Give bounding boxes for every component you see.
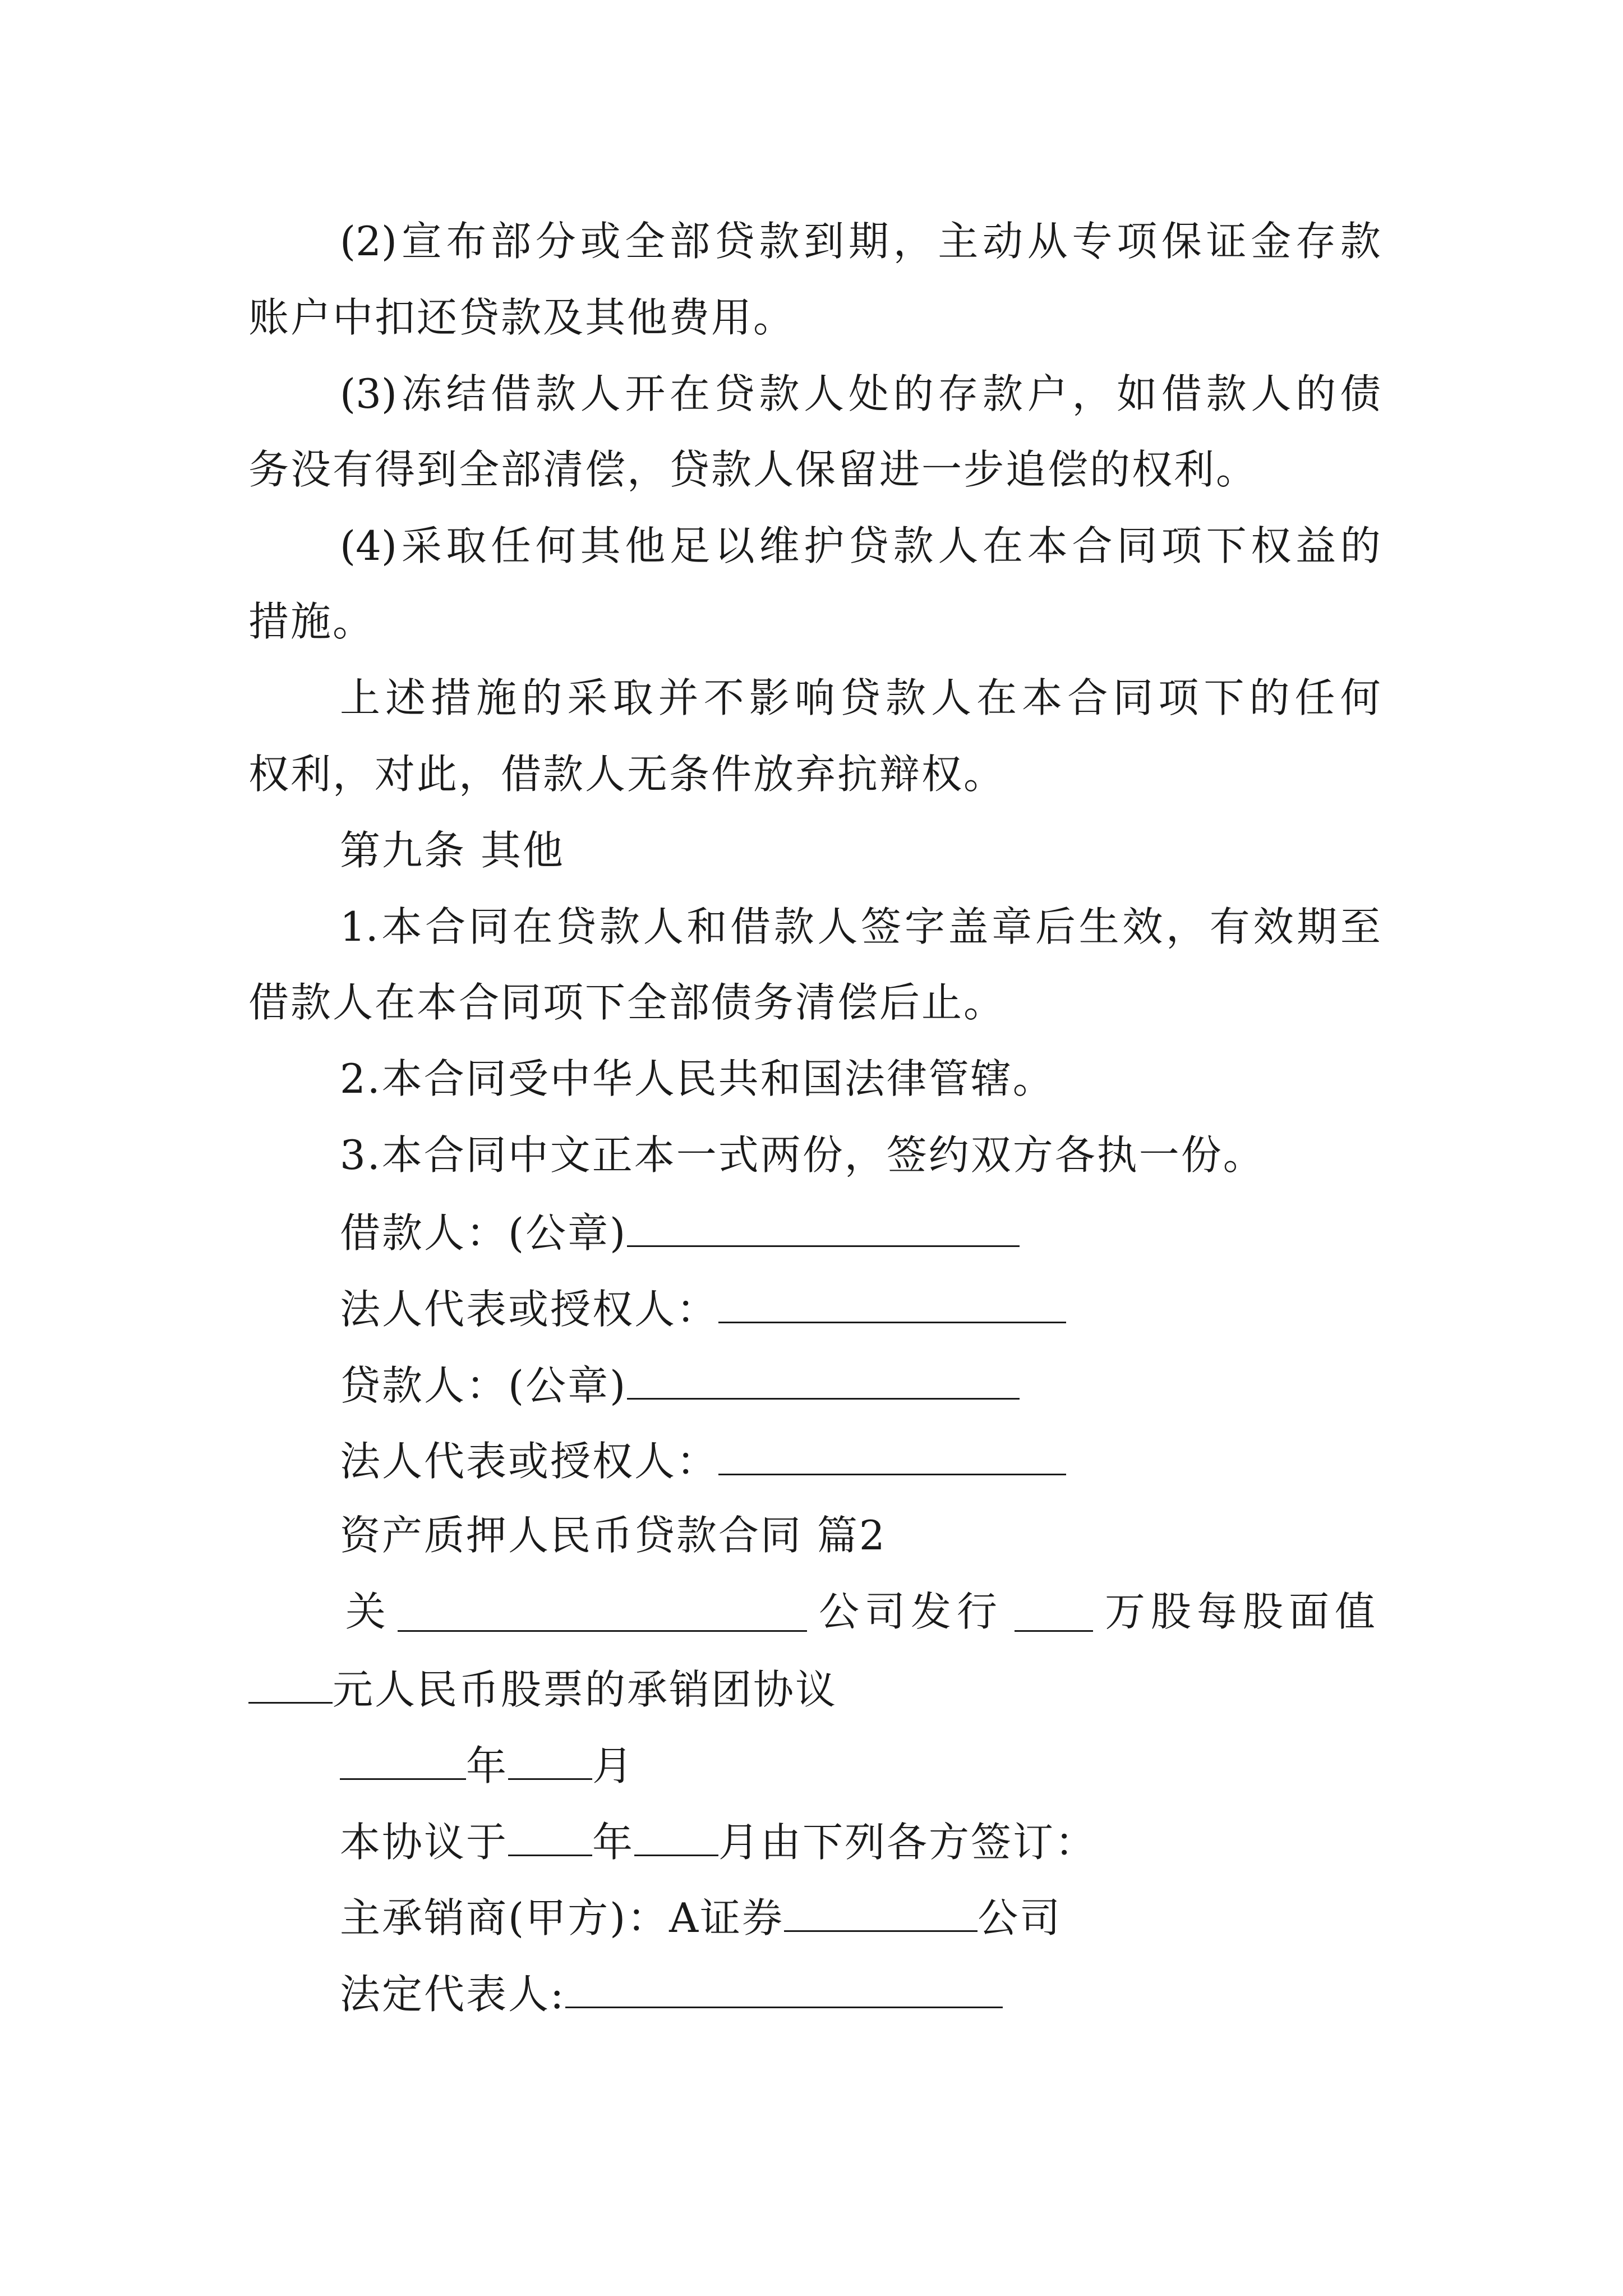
clause-4-line-1-char: 贷 (848, 522, 889, 569)
clause-2-line-1-char: 金 (1251, 218, 1292, 265)
clause-4-line-1-char: 在 (983, 522, 1023, 569)
signing-prefix: 本协议于 (340, 1819, 509, 1866)
clause-4-line-1-char: 的 (1340, 522, 1381, 569)
summary-line-1-char: 不 (703, 674, 744, 721)
article-9-item-1-line-1-char: 签 (861, 903, 902, 950)
article-9-item-3: 3.本合同中文正本一式两份，签约双方各执一份。 (340, 1131, 1265, 1179)
summary-line-1-char: 何 (1340, 674, 1381, 721)
clause-3-line-1-char: 冻 (401, 370, 442, 417)
article-9-item-1-line-1-char: 后 (1035, 903, 1076, 950)
clause-4-line-1-char: 益 (1295, 522, 1336, 569)
clause-2-line-1-char: 到 (804, 218, 845, 265)
underwriter-blank (784, 1895, 978, 1932)
clause-3-line-1-char: 款 (1206, 370, 1247, 417)
clause-3-line-1-char: 人 (804, 370, 845, 417)
article-9-item-1-line-2: 借款人在本合同项下全部债务清偿后止。 (248, 979, 1006, 1026)
clause-2-line-1-char: 专 (1072, 218, 1113, 265)
clause-2-line-1-char: 证 (1206, 218, 1247, 265)
summary-line-1-char: 取 (612, 674, 653, 721)
clause-4-line-1-char: 他 (625, 522, 666, 569)
article-9-item-1-line-1-char: 和 (686, 903, 727, 950)
summary-line-1-char: 影 (749, 674, 790, 721)
article-9-item-1-line-1-char: 款 (599, 903, 640, 950)
article-9-item-1-line-1-char: 合 (425, 903, 466, 950)
summary-line-1-char: 述 (385, 674, 426, 721)
clause-3-line-1-char: 借 (491, 370, 532, 417)
summary-line-1-char: 在 (976, 674, 1017, 721)
summary-line-1-char: 措 (431, 674, 472, 721)
summary-line-1-char: 采 (567, 674, 608, 721)
article-9-item-2: 2.本合同受中华人民共和国法律管辖。 (340, 1055, 1055, 1102)
clause-3-line-1-char: 在 (670, 370, 711, 417)
date-year-label: 年 (466, 1742, 509, 1789)
lender-rep-blank (718, 1439, 1066, 1475)
article-9-item-1-line-1-char: 借 (730, 903, 771, 950)
summary-line-1-char: 贷 (840, 674, 880, 721)
clause-4-line-1-char: 人 (938, 522, 979, 569)
clause-3-line-1-char: ， (1072, 370, 1113, 417)
clause-3-line-1-char: 的 (893, 370, 934, 417)
clause-4-line-1-char: 权 (1251, 522, 1292, 569)
clause-3-line-1-char: 的 (1295, 370, 1336, 417)
article-9-item-1-line-1-char: ， (1166, 903, 1207, 950)
article-9-item-1-line-1-char: 有 (1209, 903, 1250, 950)
summary-line-1-char: 的 (1249, 674, 1290, 721)
clause-3-line-1-char: (3) (340, 370, 397, 417)
clause-4-line-1-char: 项 (1161, 522, 1202, 569)
borrower-rep-signature (340, 1286, 1066, 1333)
article-9-item-1-line-1-char: 贷 (556, 903, 597, 950)
clause-2-line-1-char: 款 (1340, 218, 1381, 265)
borrower-rep-label: 法人代表或授权人： (340, 1286, 719, 1333)
summary-line-1-char: 下 (1204, 674, 1244, 721)
borrower-signature (340, 1209, 1020, 1257)
lender-blank (627, 1363, 1020, 1400)
clause-4-line-1-char: 任 (491, 522, 532, 569)
summary-line-1-char: 任 (1294, 674, 1335, 721)
clause-2-line-1-char: (2) (340, 218, 397, 265)
legal-representative (340, 1971, 1003, 2018)
lender-signature (340, 1362, 1020, 1409)
agreement-line-2-text: 元人民币股票的承销团协议 (333, 1666, 838, 1713)
clause-3-line-1-char: 存 (938, 370, 979, 417)
legal-rep-blank (565, 1972, 1003, 2008)
summary-line-1-char: 施 (476, 674, 517, 721)
clause-3-line-1-char: 贷 (714, 370, 755, 417)
clause-2-line-1-char: 动 (983, 218, 1023, 265)
agreement-title-line-1 (340, 1588, 1381, 1635)
article-9-item-1-line-1 (340, 903, 1381, 950)
clause-4-line-1-char: 同 (1117, 522, 1158, 569)
clause-2-line-1-char: 布 (446, 218, 487, 265)
clause-2-line-1-char: 期 (848, 218, 889, 265)
clause-4-line-1-char: 合 (1072, 522, 1113, 569)
borrower-blank (627, 1211, 1020, 1247)
clause-4-line-1-char: 其 (580, 522, 621, 569)
clause-4-line-1-char: 采 (401, 522, 442, 569)
clause-3-line-1-char: 人 (580, 370, 621, 417)
clause-2-line-1-char: 款 (759, 218, 800, 265)
summary-line-1-char: 款 (885, 674, 926, 721)
clause-2-line-1-char: 分 (535, 218, 576, 265)
clause-2-line-1-char: 存 (1295, 218, 1336, 265)
summary-line-2: 权利，对此，借款人无条件放弃抗辩权。 (248, 751, 1006, 798)
article-9-item-1-line-1-char: 字 (904, 903, 945, 950)
clause-2-line-1-char: 宣 (401, 218, 442, 265)
article-9-item-1-line-1-char: 在 (512, 903, 553, 950)
summary-line-1-char: 的 (522, 674, 562, 721)
article-9-item-1-line-1-char: 1. (340, 903, 379, 950)
lender-label: 贷款人：(公章) (340, 1362, 628, 1409)
agreement-prefix: 关 (345, 1588, 386, 1635)
article-9-item-1-line-1-char: 人 (817, 903, 858, 950)
clause-4-line-1-char: 维 (759, 522, 800, 569)
lead-underwriter (340, 1894, 1062, 1941)
part-2-title: 资产质押人民币贷款合同 篇2 (340, 1512, 887, 1559)
article-9-heading: 第九条 其他 (340, 827, 565, 874)
borrower-label: 借款人：(公章) (340, 1209, 628, 1257)
clause-4-line-1-char: 何 (535, 522, 576, 569)
article-9-item-1-line-1-char: 期 (1297, 903, 1338, 950)
clause-3-line-1-char: 款 (983, 370, 1023, 417)
article-9-item-1-line-1-char: 效 (1253, 903, 1294, 950)
signing-month-blank (634, 1820, 718, 1856)
clause-3-line-1-char: 借 (1161, 370, 1202, 417)
clause-2-line-1-char: 部 (670, 218, 711, 265)
date-month-blank (508, 1743, 592, 1780)
lender-rep-signature (340, 1438, 1066, 1485)
summary-line-1-char: 项 (1158, 674, 1199, 721)
par-value-blank (248, 1667, 333, 1704)
clause-3-line-1-char: 处 (848, 370, 889, 417)
clause-4-line-1-char: 以 (714, 522, 755, 569)
borrower-rep-blank (718, 1287, 1066, 1323)
clause-3-line-1 (340, 370, 1381, 417)
lender-rep-label: 法人代表或授权人： (340, 1438, 719, 1485)
article-9-item-1-line-1-char: 生 (1078, 903, 1119, 950)
signing-year-blank (508, 1820, 592, 1856)
summary-line-1-char: 同 (1113, 674, 1154, 721)
article-9-item-1-line-1-char: 款 (773, 903, 814, 950)
clause-3-line-1-char: 结 (446, 370, 487, 417)
clause-2-line-1-char: 从 (1027, 218, 1068, 265)
article-9-item-1-line-1-char: 至 (1340, 903, 1381, 950)
summary-line-1-char: 本 (1022, 674, 1063, 721)
clause-3-line-1-char: 债 (1340, 370, 1381, 417)
clause-4-line-1 (340, 522, 1381, 569)
clause-2-line-1-char: 全 (625, 218, 666, 265)
clause-3-line-1-char: 人 (1251, 370, 1292, 417)
clause-2-line-1-char: 或 (580, 218, 621, 265)
clause-4-line-2: 措施。 (248, 598, 375, 645)
signing-statement (340, 1819, 1098, 1866)
agreement-shares: 万股每股面值 (1104, 1588, 1381, 1635)
clause-4-line-1-char: 取 (446, 522, 487, 569)
clause-4-line-1-char: 下 (1206, 522, 1247, 569)
article-9-item-1-line-1-char: 人 (643, 903, 684, 950)
signing-suffix: 月由下列各方签订： (718, 1819, 1098, 1866)
share-count-blank (1015, 1595, 1093, 1632)
underwriter-suffix: 公司 (978, 1894, 1062, 1941)
agreement-company: 公司发行 (818, 1588, 1003, 1635)
article-9-item-1-line-1-char: 同 (468, 903, 509, 950)
clause-4-line-1-char: 本 (1027, 522, 1068, 569)
article-9-item-1-line-1-char: 章 (992, 903, 1032, 950)
clause-4-line-1-char: (4) (340, 522, 397, 569)
summary-line-1-char: 上 (340, 674, 381, 721)
clause-3-line-1-char: 如 (1117, 370, 1158, 417)
clause-4-line-1-char: 款 (893, 522, 934, 569)
clause-2-line-1-char: 部 (491, 218, 532, 265)
clause-3-line-1-char: 款 (759, 370, 800, 417)
clause-2-line-2: 账户中扣还贷款及其他费用。 (248, 294, 796, 341)
summary-line-1 (340, 674, 1381, 721)
agreement-date (340, 1742, 635, 1789)
clause-4-line-1-char: 护 (804, 522, 845, 569)
article-9-item-1-line-1-char: 效 (1122, 903, 1163, 950)
date-month-label: 月 (592, 1742, 635, 1789)
summary-line-1-char: 响 (794, 674, 835, 721)
clause-3-line-2: 务没有得到全部清偿，贷款人保留进一步追偿的权利。 (248, 446, 1258, 493)
underwriter-prefix: 主承销商(甲方)：A证券 (340, 1894, 785, 1941)
article-9-item-1-line-1-char: 本 (381, 903, 422, 950)
signing-year-label: 年 (592, 1819, 635, 1866)
summary-line-1-char: 合 (1067, 674, 1108, 721)
clause-2-line-1-char: 保 (1161, 218, 1202, 265)
clause-3-line-1-char: 款 (535, 370, 576, 417)
article-9-item-1-line-1-char: 盖 (948, 903, 989, 950)
clause-3-line-1-char: 开 (625, 370, 666, 417)
clause-4-line-1-char: 足 (670, 522, 711, 569)
clause-2-line-1-char: ， (893, 218, 934, 265)
date-year-blank (340, 1743, 466, 1780)
clause-2-line-1-char: 项 (1117, 218, 1158, 265)
clause-2-line-1-char: 主 (938, 218, 979, 265)
legal-rep-label: 法定代表人: (340, 1971, 566, 2018)
clause-3-line-1-char: 户 (1027, 370, 1068, 417)
summary-line-1-char: 并 (658, 674, 699, 721)
agreement-title-line-2 (248, 1666, 838, 1713)
issuer-blank (398, 1595, 807, 1632)
summary-line-1-char: 人 (931, 674, 972, 721)
clause-2-line-1-char: 贷 (714, 218, 755, 265)
clause-2-line-1 (340, 218, 1381, 265)
